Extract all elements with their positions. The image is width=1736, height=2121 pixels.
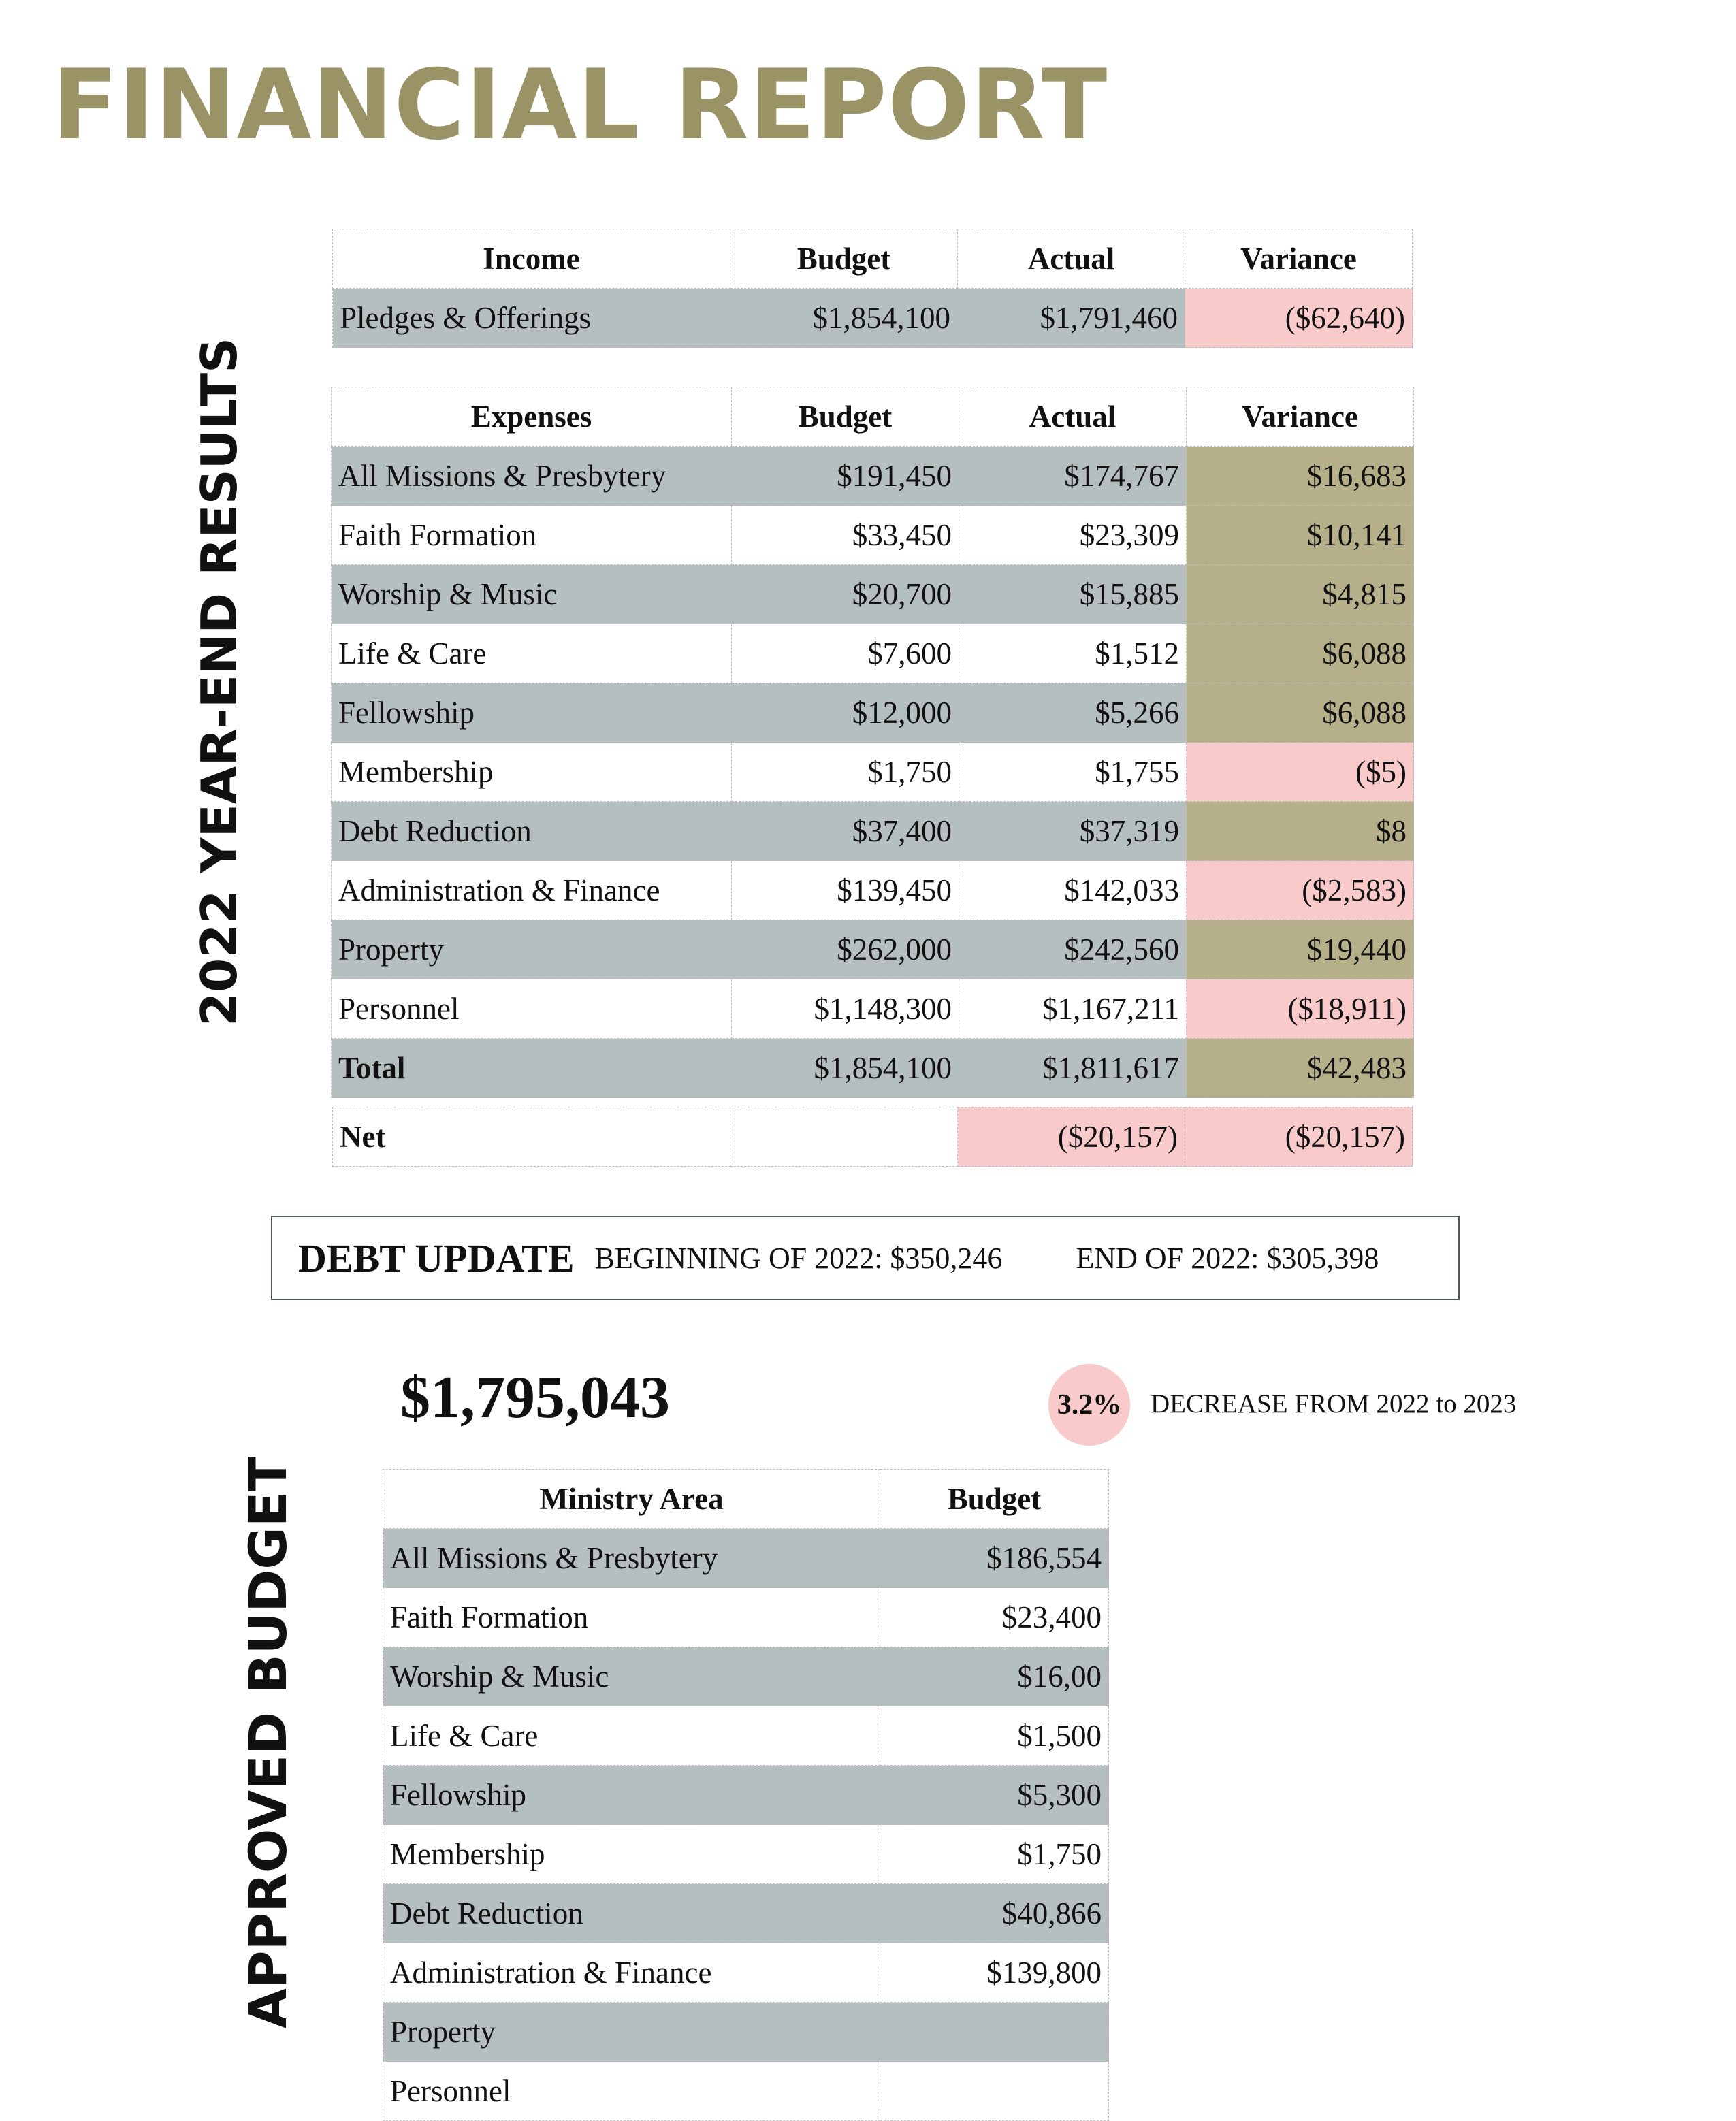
approved-budget-table	[383, 1469, 1109, 2121]
variance-cell: ($20,157)	[1185, 1107, 1413, 1167]
actual-cell: $23,309	[959, 506, 1187, 565]
actual-cell: $15,885	[959, 565, 1187, 624]
table-row	[332, 683, 1414, 743]
column-header: Budget	[880, 1470, 1109, 1529]
table-row	[383, 1825, 1109, 1884]
change-percent-badge: 3.2%	[1048, 1364, 1130, 1446]
row-label: Pledges & Offerings	[333, 289, 730, 348]
table-row	[383, 1706, 1109, 1766]
budget-cell	[880, 2003, 1109, 2062]
row-label: Life & Care	[383, 1706, 880, 1766]
actual-cell: $142,033	[959, 861, 1187, 920]
budget-cell: $1,750	[880, 1825, 1109, 1884]
column-header: Variance	[1187, 387, 1414, 447]
actual-cell: $174,767	[959, 447, 1187, 506]
row-label: Property	[332, 920, 732, 979]
approved-budget-total: $1,795,043	[400, 1365, 670, 1431]
variance-cell: ($5)	[1187, 743, 1414, 802]
row-label: Total	[332, 1039, 732, 1098]
table-row	[383, 1943, 1109, 2003]
row-label: Personnel	[332, 979, 732, 1039]
table-row	[383, 2003, 1109, 2062]
variance-cell: ($2,583)	[1187, 861, 1414, 920]
actual-cell: $1,167,211	[959, 979, 1187, 1039]
row-label: Debt Reduction	[332, 802, 732, 861]
budget-cell: $23,400	[880, 1588, 1109, 1647]
row-label: Personnel	[383, 2062, 880, 2121]
row-label: Net	[333, 1107, 730, 1167]
variance-cell: $19,440	[1187, 920, 1414, 979]
table-row	[332, 979, 1414, 1039]
actual-cell: $242,560	[959, 920, 1187, 979]
row-label: All Missions & Presbytery	[383, 1529, 880, 1588]
budget-cell: $1,148,300	[732, 979, 959, 1039]
expenses-header-row	[332, 387, 1414, 447]
row-label: Property	[383, 2003, 880, 2062]
actual-cell: $1,755	[959, 743, 1187, 802]
income-header-row	[333, 229, 1413, 289]
page-title: FINANCIAL REPORT	[52, 49, 1108, 161]
budget-cell	[730, 1107, 958, 1167]
budget-cell	[880, 2062, 1109, 2121]
variance-cell: $16,683	[1187, 447, 1414, 506]
row-label: Debt Reduction	[383, 1884, 880, 1943]
actual-cell: $5,266	[959, 683, 1187, 743]
variance-cell: $6,088	[1187, 624, 1414, 683]
table-row	[383, 1588, 1109, 1647]
row-label: Administration & Finance	[332, 861, 732, 920]
table-row	[332, 506, 1414, 565]
budget-cell: $191,450	[732, 447, 959, 506]
budget-cell: $262,000	[732, 920, 959, 979]
table-row	[332, 447, 1414, 506]
column-header: Actual	[959, 387, 1187, 447]
net-table	[332, 1107, 1413, 1167]
variance-cell: $42,483	[1187, 1039, 1414, 1098]
variance-cell: $10,141	[1187, 506, 1414, 565]
debt-beginning: BEGINNING OF 2022: $350,246	[594, 1241, 1003, 1275]
budget-cell: $139,800	[880, 1943, 1109, 2003]
table-row	[333, 289, 1413, 348]
row-label: Faith Formation	[383, 1588, 880, 1647]
budget-cell: $40,866	[880, 1884, 1109, 1943]
budget-cell: $16,00	[880, 1647, 1109, 1706]
column-header: Ministry Area	[383, 1470, 880, 1529]
row-label: Administration & Finance	[383, 1943, 880, 2003]
budget-cell: $1,750	[732, 743, 959, 802]
budget-cell: $1,500	[880, 1706, 1109, 1766]
variance-cell: $6,088	[1187, 683, 1414, 743]
actual-cell: ($20,157)	[958, 1107, 1185, 1167]
table-row	[383, 2062, 1109, 2121]
net-row	[333, 1107, 1413, 1167]
actual-cell: $1,791,460	[958, 289, 1185, 348]
budget-cell: $186,554	[880, 1529, 1109, 1588]
debt-end: END OF 2022: $305,398	[1076, 1241, 1379, 1275]
row-label: Worship & Music	[383, 1647, 880, 1706]
table-row	[332, 743, 1414, 802]
budget-cell: $139,450	[732, 861, 959, 920]
budget-cell: $20,700	[732, 565, 959, 624]
column-header: Income	[333, 229, 730, 289]
actual-cell: $1,512	[959, 624, 1187, 683]
row-label: Life & Care	[332, 624, 732, 683]
column-header: Expenses	[332, 387, 732, 447]
expenses-table	[331, 387, 1414, 1098]
income-table	[332, 229, 1413, 348]
row-label: Membership	[332, 743, 732, 802]
total-row	[332, 1039, 1414, 1098]
debt-update-box	[271, 1216, 1460, 1300]
section-label-approved-budget: APPROVED BUDGET	[238, 1456, 298, 2028]
column-header: Budget	[732, 387, 959, 447]
table-row	[332, 861, 1414, 920]
budget-cell: $1,854,100	[730, 289, 958, 348]
column-header: Actual	[958, 229, 1185, 289]
table-row	[332, 802, 1414, 861]
variance-cell: $4,815	[1187, 565, 1414, 624]
row-label: All Missions & Presbytery	[332, 447, 732, 506]
row-label: Faith Formation	[332, 506, 732, 565]
row-label: Worship & Music	[332, 565, 732, 624]
column-header: Variance	[1185, 229, 1413, 289]
row-label: Fellowship	[332, 683, 732, 743]
table-row	[332, 624, 1414, 683]
budget-cell: $7,600	[732, 624, 959, 683]
change-label: DECREASE FROM 2022 to 2023	[1151, 1389, 1517, 1419]
table-row	[383, 1529, 1109, 1588]
variance-cell: ($18,911)	[1187, 979, 1414, 1039]
budget-header-row	[383, 1470, 1109, 1529]
row-label: Fellowship	[383, 1766, 880, 1825]
variance-cell: ($62,640)	[1185, 289, 1413, 348]
table-row	[332, 565, 1414, 624]
budget-cell: $33,450	[732, 506, 959, 565]
budget-cell: $12,000	[732, 683, 959, 743]
table-row	[383, 1647, 1109, 1706]
variance-cell: $8	[1187, 802, 1414, 861]
row-label: Membership	[383, 1825, 880, 1884]
actual-cell: $37,319	[959, 802, 1187, 861]
budget-cell: $37,400	[732, 802, 959, 861]
debt-update-title: DEBT UPDATE	[298, 1235, 575, 1280]
table-row	[383, 1884, 1109, 1943]
table-row	[332, 920, 1414, 979]
section-label-year-end-results: 2022 YEAR-END RESULTS	[191, 338, 248, 1026]
table-row	[383, 1766, 1109, 1825]
budget-cell: $5,300	[880, 1766, 1109, 1825]
budget-cell: $1,854,100	[732, 1039, 959, 1098]
actual-cell: $1,811,617	[959, 1039, 1187, 1098]
column-header: Budget	[730, 229, 958, 289]
